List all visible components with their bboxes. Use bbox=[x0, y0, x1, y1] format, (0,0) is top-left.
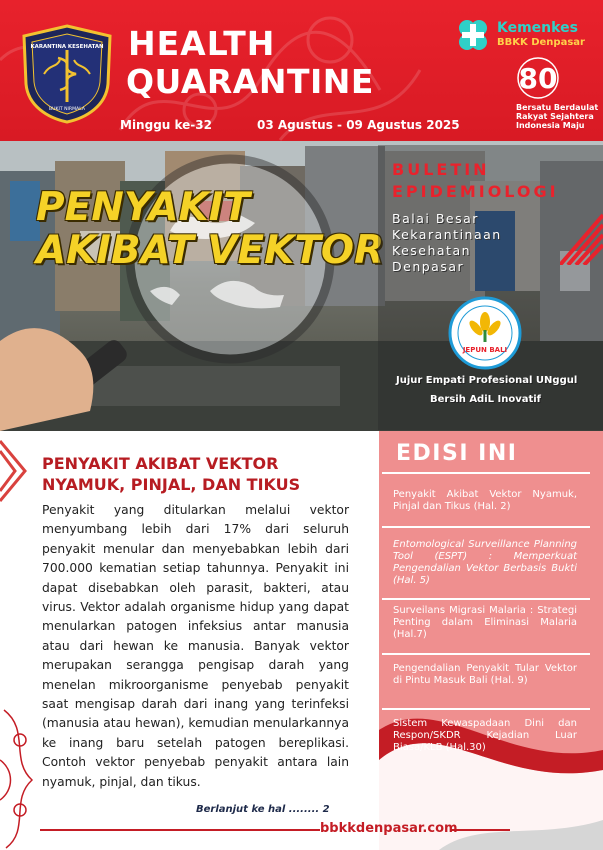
left-ornament bbox=[0, 700, 40, 850]
edition-item-5[interactable]: Sistem Kewaspadaan Dini dan Respon/SKDR Kejadian Luar Biasa/KLB (Hal.30) bbox=[393, 718, 577, 753]
continued-on-page: Berlanjut ke hal ........ 2 bbox=[196, 804, 330, 815]
website-link[interactable]: bbkkdenpasar.com bbox=[320, 821, 458, 836]
tagline-line3: Indonesia Maju bbox=[516, 121, 585, 130]
kemenkes-unit: BBKK Denpasar bbox=[497, 37, 585, 48]
core-values-line1: Jujur Empati Profesional UNggul bbox=[396, 375, 578, 386]
edition-heading: EDISI INI bbox=[396, 441, 518, 466]
edition-item-2[interactable]: Entomological Surveillance Planning Tool (ESPT) : Memperkuat Pengendalian Vektor Berbasis Bukti (Hal. 5) bbox=[393, 539, 577, 586]
left-red-accent bbox=[0, 431, 40, 511]
date-range: 03 Agustus - 09 Agustus 2025 bbox=[257, 118, 460, 132]
bulletin-title-line1: BULETIN bbox=[392, 160, 490, 179]
bulletin-title-line2: EPIDEMIOLOGI bbox=[392, 182, 559, 201]
hero-title-line1: PENYAKIT bbox=[36, 185, 250, 230]
anniversary-80-logo bbox=[512, 56, 564, 100]
hero-title-line2: AKIBAT VEKTOR bbox=[36, 228, 385, 273]
edition-item-4[interactable]: Pengendalian Penyakit Tular Vektor di Pintu Masuk Bali (Hal. 9) bbox=[393, 663, 577, 686]
edition-divider bbox=[382, 526, 590, 528]
edition-divider bbox=[382, 472, 590, 474]
jepun-bali-logo bbox=[448, 296, 522, 370]
institution-line1: Balai Besar bbox=[392, 211, 479, 226]
tagline-line2: Rakyat Sejahtera bbox=[516, 112, 594, 121]
edition-divider bbox=[382, 653, 590, 655]
article-body: Penyakit yang ditularkan melalui vektor menyumbang lebih dari 17% dari seluruh penyakit menular dan menyebabkan lebih dari 700.000 kematian setiap tahunnya. Penyakit ini dapat disebabkan oleh parasit, bakteri, atau virus. Vektor adalah organisme hidup yang dapat menularkan patogen infeksius antar manusia atau dari hewan ke manusia. Banyak vektor merupakan serangga pengisap darah yang menelan mikroorganisme penyebab penyakit saat mengisap darah dari inang yang terinfeksi (manusia atau hewan), kemudian menularkannya ke inang baru setelah patogen bereplikasi. Contoh vektor penyebab penyakit antara lain nyamuk, pinjal, dan tikus. bbox=[42, 503, 349, 789]
svg-text:KARANTINA KESEHATAN: KARANTINA KESEHATAN bbox=[30, 44, 104, 50]
publication-title-line2: QUARANTINE bbox=[126, 62, 374, 101]
edition-divider bbox=[382, 598, 590, 600]
article-heading-line2: NYAMUK, PINJAL, DAN TIKUS bbox=[42, 475, 301, 494]
red-stripe-decoration bbox=[560, 185, 603, 265]
footer-rule-left bbox=[40, 829, 320, 831]
institution-line2: Kekarantinaan bbox=[392, 227, 502, 242]
edition-item-3[interactable]: Surveilans Migrasi Malaria : Strategi Penting dalam Eliminasi Malaria (Hal.7) bbox=[393, 605, 577, 640]
footer-rule-right bbox=[450, 829, 510, 831]
publication-title-line1: HEALTH bbox=[128, 24, 276, 63]
edition-item-1[interactable]: Penyakit Akibat Vektor Nyamuk, Pinjal dan Tikus (Hal. 2) bbox=[393, 489, 577, 512]
core-values-line2: Bersih AdiL Inovatif bbox=[430, 394, 542, 405]
svg-text:80: 80 bbox=[518, 62, 558, 95]
institution-line3: Kesehatan bbox=[392, 243, 472, 258]
quarantine-badge-logo bbox=[20, 24, 114, 124]
tagline-line1: Bersatu Berdaulat bbox=[516, 103, 599, 112]
kemenkes-logo-icon bbox=[453, 16, 493, 56]
svg-text:BUKIT NIRMALA: BUKIT NIRMALA bbox=[48, 107, 86, 112]
institution-line4: Denpasar bbox=[392, 259, 465, 274]
week-label: Minggu ke-32 bbox=[120, 118, 212, 132]
svg-text:JEPUN BALI: JEPUN BALI bbox=[462, 346, 508, 354]
article-heading-line1: PENYAKIT AKIBAT VEKTOR bbox=[42, 454, 279, 473]
edition-divider bbox=[382, 708, 590, 710]
kemenkes-name: Kemenkes bbox=[497, 20, 578, 36]
